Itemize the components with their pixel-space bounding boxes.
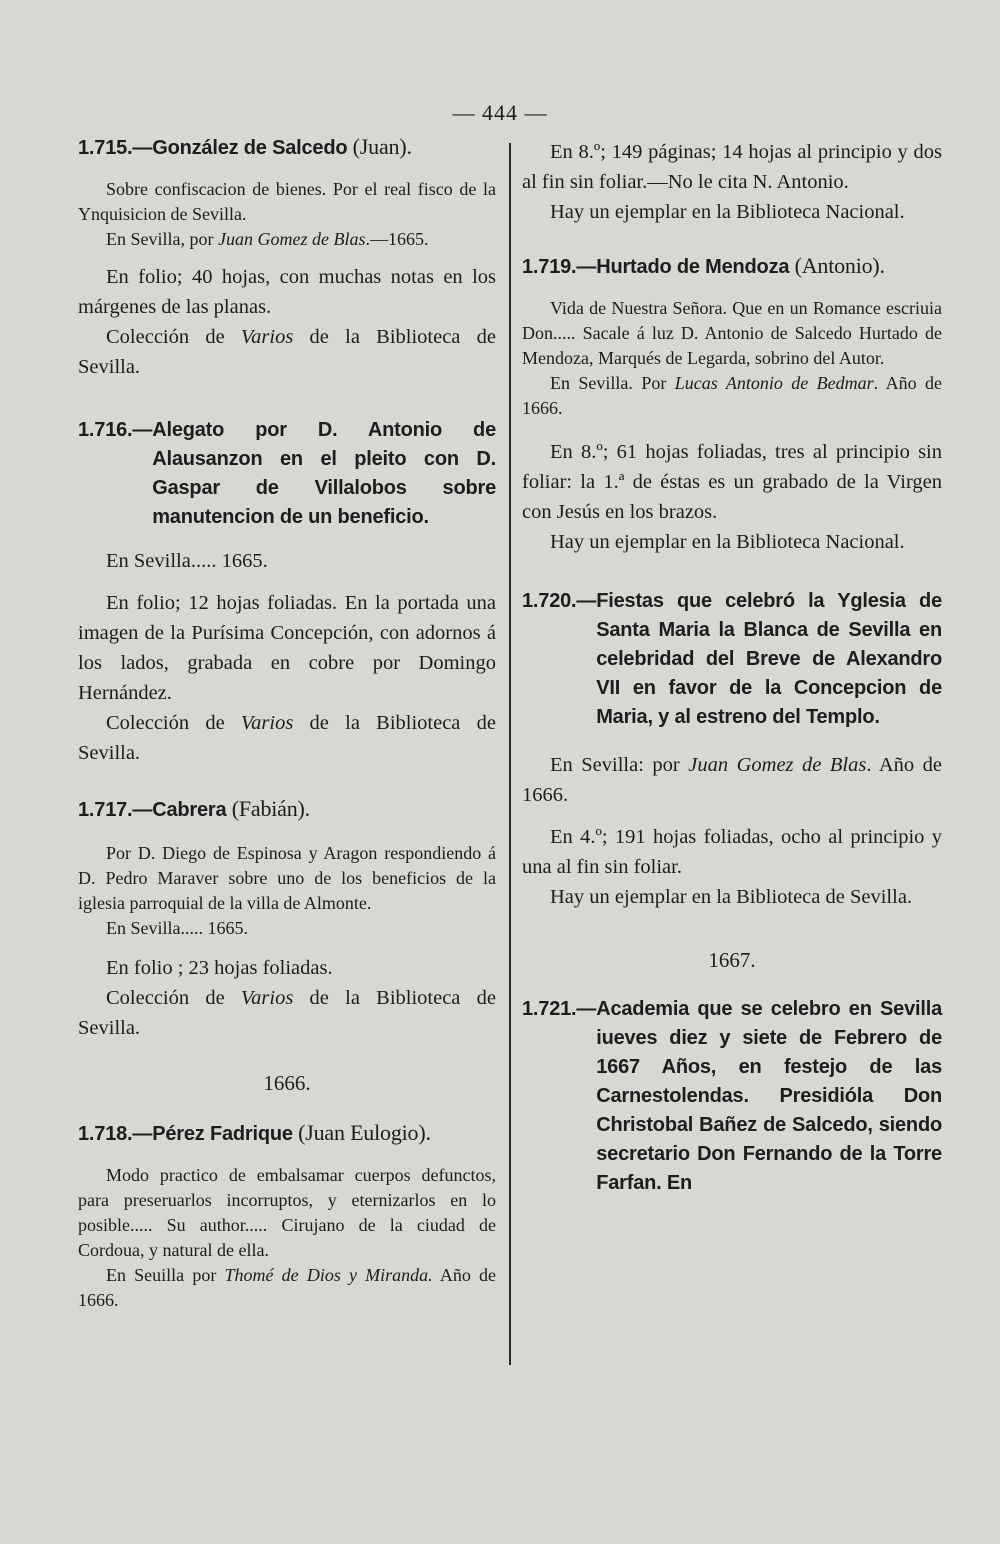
description: En folio ; 23 hojas foliadas. <box>106 957 333 979</box>
imprint: En Seuilla por Thomé de Dios y Miranda. Año de 1666. <box>78 1265 497 1310</box>
collection-note: Colección de Varios de la Biblioteca de Sevilla. <box>78 712 496 764</box>
holding-note: Hay un ejemplar en la Biblioteca Nacional. <box>550 201 905 223</box>
imprint: En Sevilla..... 1665. <box>106 918 248 938</box>
entry-heading: 1.716.— Alegato por D. Antonio de Alausanzon en el pleito con D. Gaspar de Villalobos sobre manutencion de un beneficio. <box>78 419 496 528</box>
page-number: — 444 — <box>452 100 548 125</box>
entry-title: Sobre confiscacion de bienes. Por el real fisco de la Ynquisicion de Sevilla. <box>78 179 496 224</box>
year-heading: 1666. <box>263 1071 311 1095</box>
description: En 4.º; 191 hojas foliadas, ocho al principio y una al fin sin foliar. <box>522 826 942 878</box>
entry-heading: 1.721.— Academia que se celebro en Sevilla iueves diez y siete de Febrero de 1667 Años, en festejo de las Carnestolendas. Presidióla Don Christobal Bañez de Salcedo, siendo secretario Don Fernando de la Torre Farfan. En <box>522 998 942 1194</box>
entry-heading: 1.717.—Cabrera (Fabián). <box>78 796 310 821</box>
entry-1720 <box>522 587 942 912</box>
entry-1719 <box>522 251 942 557</box>
entry-title: Por D. Diego de Espinosa y Aragon respondiendo á D. Pedro Maraver sobre uno de los beneficios de la iglesia parroquial de la villa de Almonte. <box>78 843 496 913</box>
entry-title: Vida de Nuestra Señora. Que en un Romance escriuia Don..... Sacale á luz D. Antonio de Salcedo Hurtado de Mendoza, Marqués de Legarda, sobrino del Autor. <box>522 298 942 368</box>
entry-1718-continued <box>522 137 942 227</box>
entry-1718 <box>78 1118 496 1313</box>
right-column <box>522 137 942 1198</box>
entry-1716 <box>78 416 496 768</box>
description: En 8.º; 61 hojas foliadas, tres al principio sin foliar: la 1.ª de éstas es un grabado de la Virgen con Jesús en los brazos. <box>522 441 942 523</box>
column-rule <box>509 143 511 1365</box>
entry-1715 <box>78 132 496 382</box>
entry-heading: 1.718.—Pérez Fadrique (Juan Eulogio). <box>78 1120 431 1145</box>
imprint: En Sevilla: por Juan Gomez de Blas. Año de 1666. <box>522 754 942 806</box>
left-column <box>78 132 496 1313</box>
entry-1717 <box>78 794 496 1043</box>
imprint: En Sevilla, por Juan Gomez de Blas.—1665. <box>106 229 429 249</box>
year-heading: 1667. <box>708 948 756 972</box>
holding-note: Hay un ejemplar en la Biblioteca de Sevilla. <box>550 886 913 908</box>
entry-1721 <box>522 995 942 1198</box>
entry-heading: 1.715.—González de Salcedo (Juan). <box>78 134 412 159</box>
entry-heading: 1.719.—Hurtado de Mendoza (Antonio). <box>522 253 885 278</box>
entry-title: Modo practico de embalsamar cuerpos defunctos, para preseruarlos incorruptos, y eternizarlos en lo posible..... Su author..... Cirujano de la ciudad de Cordoua, y natural de ella. <box>78 1165 496 1260</box>
description: En 8.º; 149 páginas; 14 hojas al principio y dos al fin sin foliar.—No le cita N. Antonio. <box>522 141 942 193</box>
holding-note: Hay un ejemplar en la Biblioteca Nacional. <box>550 531 905 553</box>
collection-note: Colección de Varios de la Biblioteca de Sevilla. <box>78 987 496 1039</box>
entry-heading: 1.720.— Fiestas que celebró la Yglesia de Santa Maria la Blanca de Sevilla en celebridad del Breve de Alexandro VII en favor de la Concepcion de Maria, y al estreno del Templo. <box>522 590 942 728</box>
description: En folio; 12 hojas foliadas. En la portada una imagen de la Purísima Concepción, con adornos á los lados, grabada en cobre por Domingo Hernández. <box>78 592 496 704</box>
imprint: En Sevilla. Por Lucas Antonio de Bedmar. Año de 1666. <box>522 373 943 418</box>
imprint: En Sevilla..... 1665. <box>106 550 268 572</box>
collection-note: Colección de Varios de la Biblioteca de Sevilla. <box>78 326 496 378</box>
description: En folio; 40 hojas, con muchas notas en los márgenes de las planas. <box>78 266 496 318</box>
